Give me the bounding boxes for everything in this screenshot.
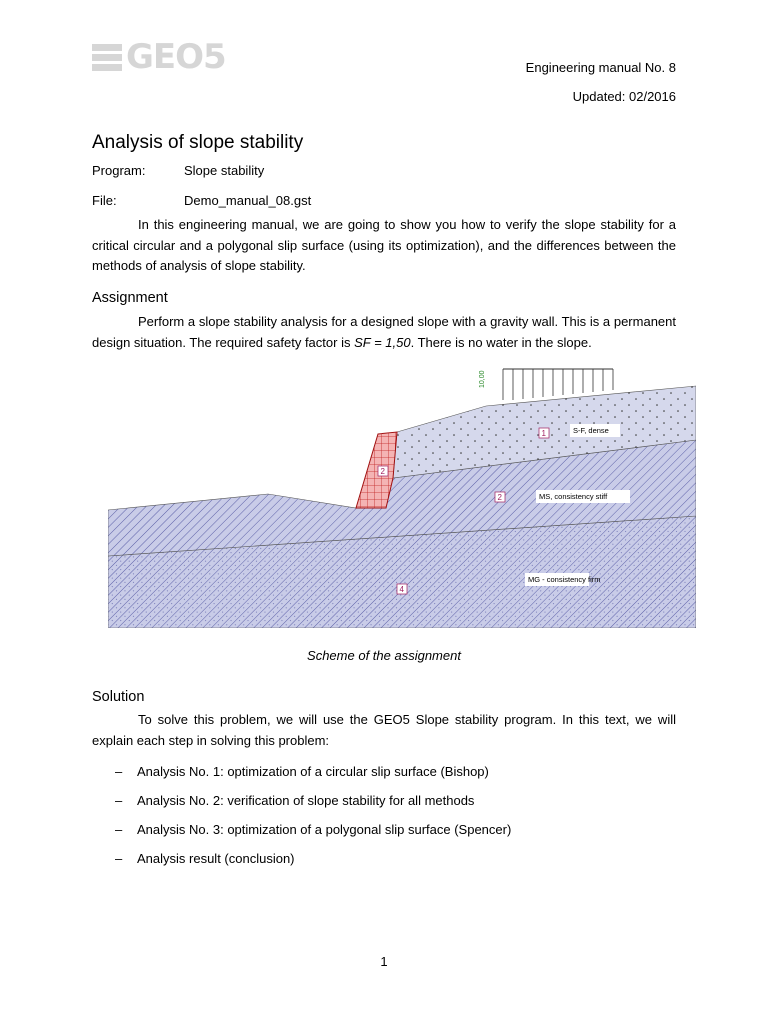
- safety-factor: SF = 1,50: [354, 334, 411, 350]
- intro-paragraph: In this engineering manual, we are going to show you how to verify the slope stability for a critical circular and a polygonal slip surface (using its optimization), and the differences between the methods of analysis of slope stability.: [92, 217, 676, 273]
- wall-label: [378, 466, 388, 476]
- solution-paragraph: To solve this problem, we will use the GEO5 Slope stability program. In this text, we will explain each step in solving this problem:: [92, 712, 676, 748]
- assignment-paragraph: Perform a slope stability analysis for a designed slope with a gravity wall. This is a permanent design situation. The required safety factor is SF = 1,50. There is no water in the slope.: [92, 314, 676, 350]
- svg-text:1: 1: [541, 429, 546, 438]
- file-value: Demo_manual_08.gst: [184, 193, 312, 208]
- logo-text: GEO5: [126, 37, 226, 77]
- svg-text:S-F, dense: S-F, dense: [573, 426, 609, 435]
- page-title: Analysis of slope stability: [92, 132, 304, 153]
- page-number: 1: [380, 954, 388, 969]
- geo5-logo: [90, 37, 230, 77]
- svg-text:MG - consistency firm: MG - consistency firm: [528, 575, 601, 584]
- load-value: 10,00: [479, 370, 486, 388]
- svg-text:4: 4: [399, 585, 404, 594]
- svg-text:2: 2: [497, 493, 502, 502]
- solution-heading: Solution: [92, 689, 145, 705]
- assignment-scheme-figure: [108, 366, 696, 628]
- assignment-heading: Assignment: [92, 290, 168, 306]
- manual-number: Engineering manual No. 8: [525, 60, 676, 75]
- svg-text:2: 2: [380, 467, 385, 476]
- geo5-logo-mark-icon: [90, 40, 124, 74]
- program-label: Program:: [92, 163, 146, 178]
- program-value: Slope stability: [184, 163, 265, 178]
- figure-caption: Scheme of the assignment: [307, 648, 461, 663]
- updated-date: Updated: 02/2016: [572, 89, 676, 104]
- surface-load: [479, 369, 613, 400]
- slope-scheme-drawing: [108, 366, 696, 628]
- program-row: [92, 163, 265, 178]
- svg-text:MS, consistency stiff: MS, consistency stiff: [539, 492, 608, 501]
- file-row: [92, 193, 312, 208]
- file-label: File:: [92, 193, 117, 208]
